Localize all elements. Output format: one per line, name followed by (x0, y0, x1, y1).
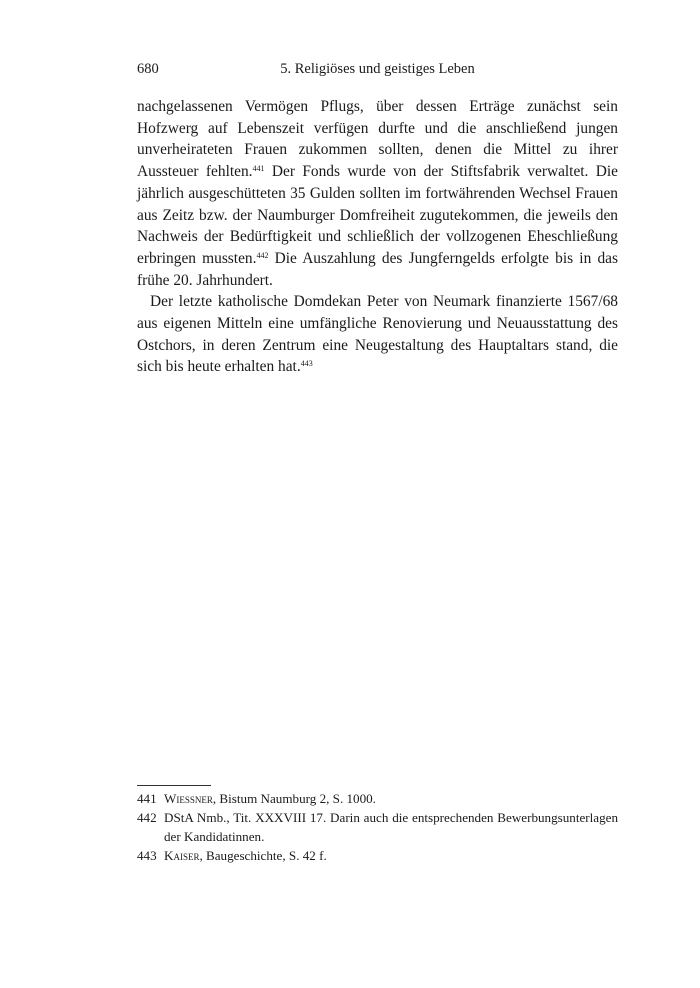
footnote-ref: 441 (252, 164, 265, 174)
footnote (137, 790, 618, 809)
footnote-number: 441 (137, 791, 157, 806)
paragraph-text: Der Fonds wurde von der Stiftsfabrik verwaltet. Die jährlich ausgeschütteten 35 Gulden sollten im fortwährenden Wechsel Frauen aus Zeitz bzw. der Naumburger Domfreiheit zugutekommen, die jeweils den Nachweis der Bedürftigkeit und schließlich der vollzogenen Eheschließung erbringen mussten. (137, 163, 619, 267)
footnote-ref: 443 (300, 359, 313, 369)
footnote (137, 847, 618, 866)
footnote-number: 443 (137, 847, 157, 863)
paragraph-text: nachgelassenen Vermögen Pflugs, über dessen Erträge zunächst sein Hofzwerg auf Lebenszeit verfügen durfte und die anschließend jungen unverheirateten Frauen zukommen sollten, denen die Mittel zu ihrer Aussteuer fehlten. (137, 98, 618, 181)
footnotes (137, 790, 618, 866)
footnote-text (164, 847, 618, 866)
footnote-ref: 442 (256, 250, 269, 260)
footnote-citation: , Baugeschichte, S. 42 f. (199, 847, 327, 863)
footnote-citation: , Bistum Naumburg 2, S. 1000. (212, 791, 376, 806)
paragraph (137, 96, 618, 291)
paragraph-text: Die Auszahlung des Jungferngelds erfolgte bis in das frühe 20. Jahrhundert. (137, 249, 618, 289)
footnote-separator (137, 785, 211, 786)
footnote-text (164, 790, 618, 809)
paragraph-text: Der letzte katholische Domdekan Peter von Neumark finanzierte 1567/68 aus eigenen Mitteln eine umfängliche Renovierung und Neuausstattung des Ostchors, in deren Zentrum eine Neugestaltung des Hauptaltars stand, die sich bis heute erhalten hat. (137, 293, 618, 376)
running-title: 5. Religiöses und geistiges Leben (280, 61, 475, 77)
footnote-author: Wiessner (164, 791, 213, 806)
footnote (137, 809, 618, 847)
page-number: 680 (137, 61, 159, 77)
paragraph (137, 291, 618, 378)
footnote-text: DStA Nmb., Tit. XXXVIII 17. Darin auch die entsprechenden Bewerbungsunterlagen der Kandidatinnen. (164, 809, 618, 844)
footnote-author: Kaiser (164, 847, 200, 863)
footnote-number: 442 (137, 809, 157, 825)
main-text (137, 96, 618, 378)
running-header (137, 61, 618, 81)
